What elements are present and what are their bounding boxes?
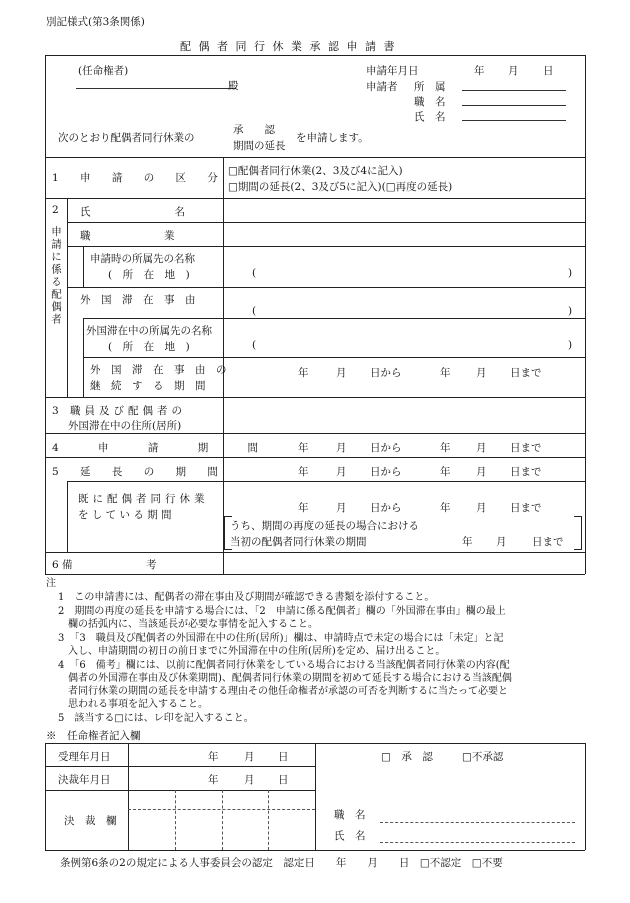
already-label-1: 既に配偶者同行休業 [78, 493, 209, 505]
request-option-extend: 期間の延長 [233, 140, 286, 152]
approve-checkbox[interactable]: □ 承 認 [381, 751, 433, 763]
note-3a: 3 「3 職員及び配偶者の外国滞在中の住所(居所)」欄は、申請時点で未定の場合には「未定」と記 [58, 633, 504, 644]
stay-reason-label: 外 国 滞 在 事 由 [80, 294, 196, 306]
footer-certification: 条例第6条の2の規定による人事委員会の認定 認定日 年 月 日 □不認定 □不要 [60, 857, 503, 869]
decided-date-label: 決裁年月日 [58, 774, 111, 786]
spouse-occupation-label: 職 業 [80, 230, 175, 242]
decided-day: 日 [278, 774, 289, 786]
notes-heading: 注 [46, 578, 56, 589]
note-4a: 4 「6 備考」欄には、以前に配偶者同行休業をしている場合における当該配偶者同行休業の内容(配 [58, 660, 510, 671]
continuation-label-1: 外 国 滞 在 事 由 の [90, 364, 227, 376]
row1-option-new[interactable]: □配偶者同行休業(2、3及び4に記入) [228, 165, 403, 177]
note-4b: 偶者の外国滞在事由及び休業期間)、配偶者同行休業の期間を初めて延長する場合における当該配偶 [68, 673, 512, 684]
note-1: 1 この申請書には、配偶者の滞在事由及び期間が確認できる書類を添付すること。 [58, 592, 435, 603]
row1-label: 1 申 請 の 区 分 [52, 172, 227, 184]
reject-checkbox[interactable]: □不承認 [462, 751, 504, 763]
spouse-org-address-label: ( 所 在 地 ) [108, 269, 190, 281]
spouse-name-label: 氏 名 [80, 206, 185, 218]
abroad-paren-close: ) [568, 339, 573, 351]
row5-label: 5 延 長 の 期 間 [52, 466, 227, 478]
abroad-org-label: 外国滞在中の所属先の名称 [86, 325, 212, 337]
note-5: 5 該当する□には、レ印を記入すること。 [58, 713, 254, 724]
shimei-label: 氏 名 [414, 111, 446, 123]
continuation-label-2: 継 続 す る 期 間 [90, 380, 206, 392]
row6-label: 6 備 考 [52, 559, 157, 571]
appointer-label: (任命権者) [78, 65, 129, 77]
abroad-paren-open: ( [252, 339, 257, 351]
decided-month: 月 [244, 774, 255, 786]
note-3b: 入し、申請期間の初日の前日までに外国滞在中の住所(居所)を定め、届け出ること。 [68, 646, 446, 657]
original-period-year: 年 [462, 536, 473, 548]
note-4c: 者同行休業の期間の延長を申請する理由その他任命権者が承認の可否を判断するに当たって必要と [68, 686, 508, 697]
row3-label-1: 3 職員及び配偶者の [52, 405, 187, 417]
note-4d: 思われる事項を記入すること。 [68, 699, 208, 710]
note-2a: 2 期間の再度の延長を申請する場合には、「2 申請に係る配偶者」欄の「外国滞在事由」欄の最上 [58, 606, 506, 617]
appointer-shimei-label: 氏 名 [334, 830, 366, 842]
applicant-label: 申請者 [366, 81, 398, 93]
org-paren-open: ( [252, 267, 257, 279]
received-day: 日 [278, 751, 289, 763]
already-label-2: を し て い る 期 間 [78, 509, 172, 521]
row3-label-2: 外国滞在中の住所(居所) [68, 420, 182, 432]
approval-stamp-label: 決 裁 欄 [64, 815, 117, 827]
spouse-org-label: 申請時の所属先の名称 [90, 253, 195, 265]
original-period-label-2: 当初の配偶者同行休業の期間 [230, 536, 367, 548]
shokumei-field[interactable] [462, 105, 566, 106]
form-number: 別記様式(第3条関係) [46, 16, 145, 28]
row2-number: 2 [52, 204, 59, 216]
apply-year: 年 [474, 65, 485, 77]
row2-vertical-label: 申請に係る配偶者 [50, 226, 62, 326]
appointer-section-title: ※ 任命権者記入欄 [46, 730, 141, 742]
reason-paren-open: ( [252, 305, 257, 317]
apply-day: 日 [543, 65, 554, 77]
original-period-day: 日まで [532, 536, 564, 548]
request-option-approve: 承 認 [233, 124, 275, 136]
org-paren-close: ) [568, 267, 573, 279]
request-prefix: 次のとおり配偶者同行休業の [58, 132, 195, 144]
appointer-line [76, 88, 236, 89]
appointer-shokumei-label: 職 名 [334, 809, 366, 821]
dono-label: 殿 [228, 80, 239, 92]
received-date-label: 受理年月日 [58, 751, 111, 763]
form-title: 配 偶 者 同 行 休 業 承 認 申 請 書 [180, 40, 397, 53]
reason-paren-close: ) [568, 305, 573, 317]
abroad-org-address-label: ( 所 在 地 ) [108, 341, 190, 353]
apply-date-label: 申請年月日 [366, 65, 419, 77]
shozoku-field[interactable] [462, 90, 566, 91]
original-period-label-1: うち、期間の再度の延長の場合における [230, 520, 419, 532]
row1-option-extend[interactable]: □期間の延長(2、3及び5に記入)(□再度の延長) [228, 181, 453, 193]
apply-month: 月 [508, 65, 519, 77]
shozoku-label: 所 属 [414, 81, 446, 93]
received-month: 月 [244, 751, 255, 763]
shimei-field[interactable] [462, 120, 566, 121]
original-period-month: 月 [496, 536, 507, 548]
note-2b: 欄の括弧内に、当該延長が必要な事情を記入すること。 [68, 619, 318, 630]
decided-year: 年 [208, 774, 219, 786]
request-suffix: を申請します。 [296, 132, 369, 144]
row4-label: 4 申 請 期 間 [52, 442, 277, 454]
received-year: 年 [208, 751, 219, 763]
shokumei-label: 職 名 [414, 96, 446, 108]
